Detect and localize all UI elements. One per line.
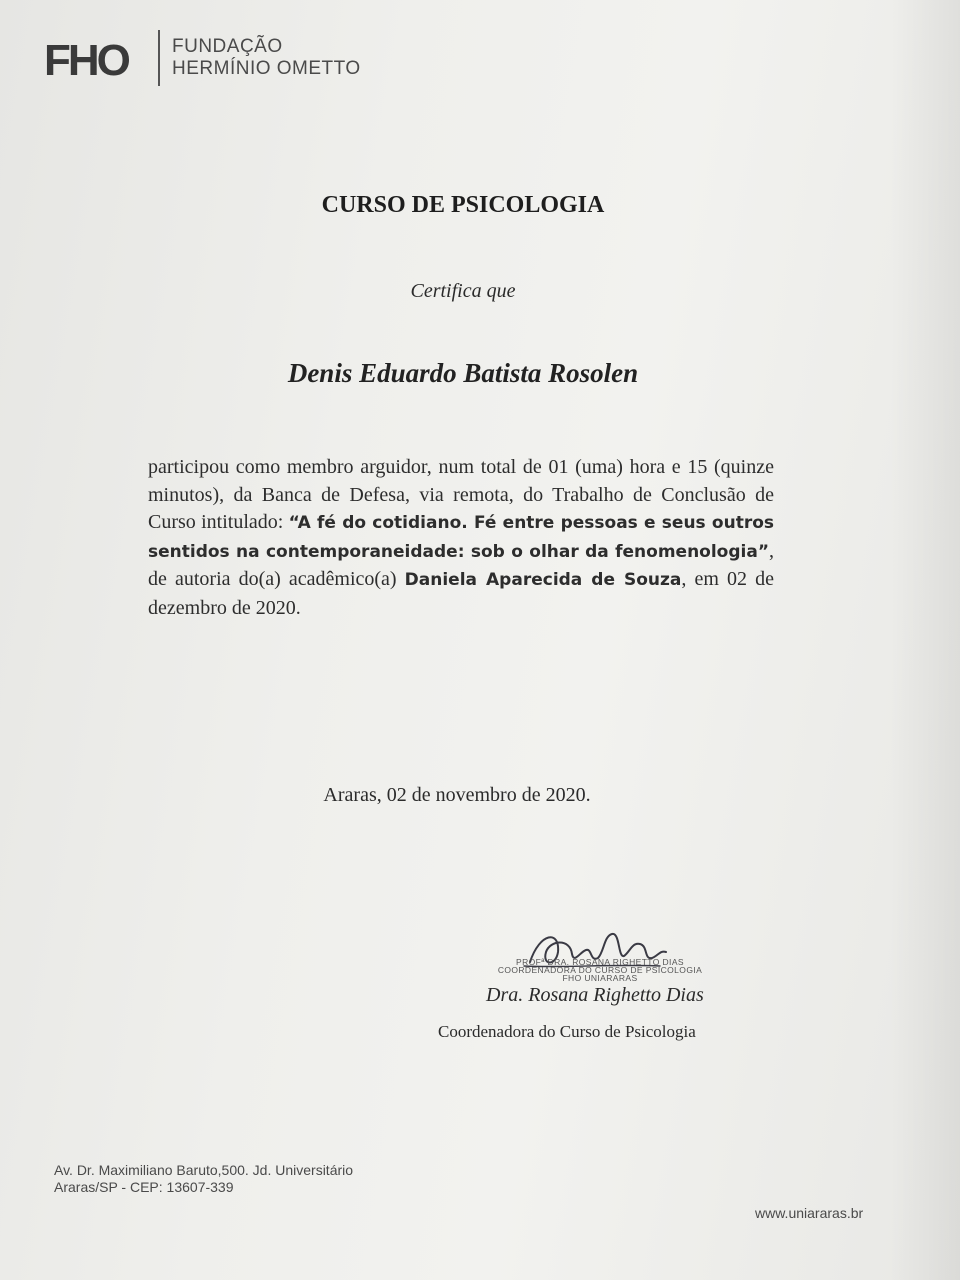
certificate-body xyxy=(148,454,774,622)
stamp-line1: PROFª DRA. ROSANA RIGHETTO DIAS xyxy=(516,957,684,967)
place-date: Araras, 02 de novembro de 2020. xyxy=(323,784,591,806)
stamp-line3: FHO UNIARARAS xyxy=(562,973,638,983)
certifies-text: Certifica que xyxy=(410,280,516,302)
address-line1: Av. Dr. Maximiliano Baruto,500. Jd. Universitário xyxy=(54,1162,354,1178)
footer-address xyxy=(54,1162,353,1196)
logo-divider xyxy=(158,30,160,86)
signer-name: Dra. Rosana Righetto Dias xyxy=(486,984,704,1006)
body-text-part1: participou como membro arguidor, num total de 01 (uma) hora e 15 (quinze minutos), da Banca de Defesa, via remota, do Trabalho de Conclusão de Curso intitulado: xyxy=(148,456,774,533)
signer-role: Coordenadora do Curso de Psicologia xyxy=(438,1022,696,1041)
signature-stamp xyxy=(470,958,730,982)
body-text-part2: , de autoria do(a) acadêmico(a) xyxy=(148,539,774,590)
thesis-title: “A fé do cotidiano. Fé entre pessoas e seus outros sentidos na contemporaneidade: sob o olhar da fenomenologia” xyxy=(148,513,775,562)
footer-website: www.uniararas.br xyxy=(755,1205,864,1221)
course-title: CURSO DE PSICOLOGIA xyxy=(321,192,605,218)
fho-logo-mark: FHO xyxy=(44,36,128,85)
logo-text-line2: HERMÍNIO OMETTO xyxy=(172,58,361,79)
body-text-part3: , em 02 de dezembro de 2020. xyxy=(148,568,774,619)
logo-text-line1: FUNDAÇÃO xyxy=(172,36,283,57)
address-line2: Araras/SP - CEP: 13607-339 xyxy=(54,1179,234,1195)
recipient-name: Denis Eduardo Batista Rosolen xyxy=(287,358,639,388)
student-name: Daniela Aparecida de Souza xyxy=(404,570,682,590)
stamp-line2: COORDENADORA DO CURSO DE PSICOLOGIA xyxy=(497,965,703,975)
